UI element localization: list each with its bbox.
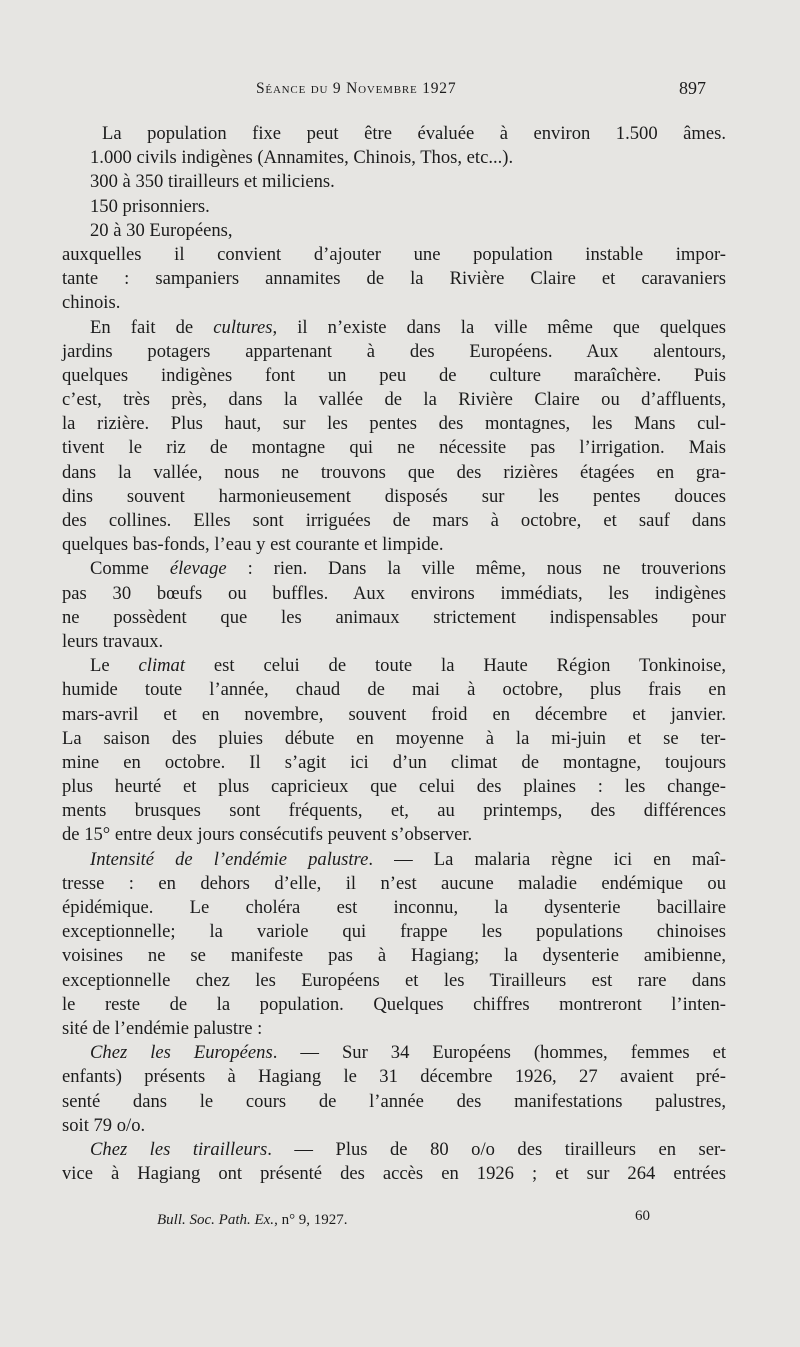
italic-term: Chez les Européens [90, 1042, 273, 1064]
journal-title: Bull. Soc. Path. Ex. [157, 1212, 275, 1228]
text-line: ments brusques sont fréquents, et, au printemps, des différences [62, 800, 726, 822]
text-line: plus heurté et plus capricieux que celui des plaines : les change- [62, 776, 726, 798]
text-line: exceptionnelle; la variole qui frappe les populations chinoises [62, 921, 726, 943]
italic-term: élevage [169, 558, 227, 580]
text-line: vice à Hagiang ont présenté des accès en 1926 ; et sur 264 entrées [62, 1163, 726, 1185]
text-line: des collines. Elles sont irriguées de mars à octobre, et sauf dans [62, 510, 726, 531]
body-text [62, 122, 726, 1186]
text-line [62, 654, 726, 678]
italic-term: Chez les tirailleurs [90, 1138, 268, 1160]
text-line: 300 à 350 tirailleurs et miliciens. [90, 171, 335, 193]
text-line: quelques indigènes font un peu de culture maraîchère. Puis [62, 364, 726, 386]
text-line: 150 prisonniers. [90, 195, 210, 217]
italic-term: climat [138, 655, 186, 677]
running-title: Séance du 9 Novembre 1927 [256, 80, 457, 97]
text-line: c’est, très près, dans la vallée de la Rivière Claire ou d’affluents, [62, 389, 726, 411]
text-line: tante : sampaniers annamites de la Rivière Claire et caravaniers [62, 268, 726, 290]
text-line: le reste de la population. Quelques chiffres montreront l’inten- [62, 993, 726, 1015]
italic-term: cultures [213, 316, 273, 338]
text-line [62, 1041, 726, 1065]
text-line: enfants) présents à Hagiang le 31 décembre 1926, 27 avaient pré- [62, 1066, 726, 1088]
text-line: mine en octobre. Il s’agit ici d’un climat de montagne, toujours [62, 751, 726, 773]
text-line: tresse : en dehors d’elle, il n’est aucune maladie endémique ou [62, 872, 726, 894]
issue-info: , n° 9, 1927. [274, 1212, 348, 1228]
text-line: la rizière. Plus haut, sur les pentes des montagnes, les Mans cul- [62, 413, 726, 435]
text-line: exceptionnelle chez les Européens et les Tirailleurs est rare dans [62, 969, 726, 991]
text-run: , il n’existe dans la ville même que quelques [272, 316, 726, 338]
text-line: soit 79 o/o. [62, 1114, 146, 1136]
text-line: sité de l’endémie palustre : [62, 1017, 263, 1039]
text-run: Le [90, 655, 110, 677]
text-run: . — Plus de 80 o/o des tirailleurs en ser- [267, 1138, 727, 1160]
text-line: humide toute l’année, chaud de mai à octobre, plus frais en [62, 679, 726, 701]
text-run: Comme [90, 558, 149, 580]
text-run: . — Sur 34 Européens (hommes, femmes et [272, 1042, 726, 1064]
text-line [62, 1138, 726, 1162]
text-line: tivent le riz de montagne qui ne nécessite pas l’irrigation. Mais [62, 437, 726, 459]
text-line: quelques bas-fonds, l’eau y est courante et limpide. [62, 534, 444, 556]
text-line: La population fixe peut être évaluée à environ 1.500 âmes. [102, 123, 726, 144]
page-footer [60, 1208, 710, 1234]
text-line: La saison des pluies débute en moyenne à la mi-juin et se ter- [62, 727, 726, 749]
journal-citation [157, 1212, 348, 1229]
text-line: dins souvent harmonieusement disposés sur les pentes douces [62, 485, 726, 507]
text-line: voisines ne se manifeste pas à Hagiang; la dysenterie amibienne, [62, 945, 726, 967]
text-line: leurs travaux. [62, 630, 164, 652]
text-line: épidémique. Le choléra est inconnu, la dysenterie bacillaire [62, 897, 726, 918]
text-run: En fait de [90, 316, 194, 338]
running-head [60, 78, 710, 108]
text-line: ne possèdent que les animaux strictement indispensables pour [62, 606, 726, 628]
text-line: auxquelles il convient d’ajouter une population instable impor- [62, 243, 726, 265]
text-line: 20 à 30 Européens, [90, 219, 233, 241]
text-line: jardins potagers appartenant à des Européens. Aux alentours, [62, 340, 726, 362]
text-run: est celui de toute la Haute Région Tonkinoise, [185, 655, 726, 677]
text-line: mars-avril et en novembre, souvent froid en décembre et janvier. [62, 703, 726, 725]
page-number: 897 [679, 78, 706, 98]
text-line: senté dans le cours de l’année des manifestations palustres, [62, 1090, 726, 1112]
text-line [62, 316, 726, 340]
text-run: . — La malaria règne ici en maî- [368, 848, 726, 870]
text-line [62, 557, 726, 581]
text-line: chinois. [62, 292, 121, 314]
text-line: de 15° entre deux jours consécutifs peuvent s’observer. [62, 824, 473, 846]
printer-signature: 60 [635, 1208, 650, 1224]
text-line: 1.000 civils indigènes (Annamites, Chinois, Thos, etc...). [90, 147, 514, 169]
text-line [62, 848, 726, 872]
italic-term: Intensité de l’endémie palustre [90, 848, 369, 870]
text-line: dans la vallée, nous ne trouvons que des rizières étagées en gra- [62, 461, 726, 483]
text-line: pas 30 bœufs ou buffles. Aux environs immédiats, les indigènes [62, 582, 726, 604]
text-run: : rien. Dans la ville même, nous ne trouverions [226, 558, 726, 580]
